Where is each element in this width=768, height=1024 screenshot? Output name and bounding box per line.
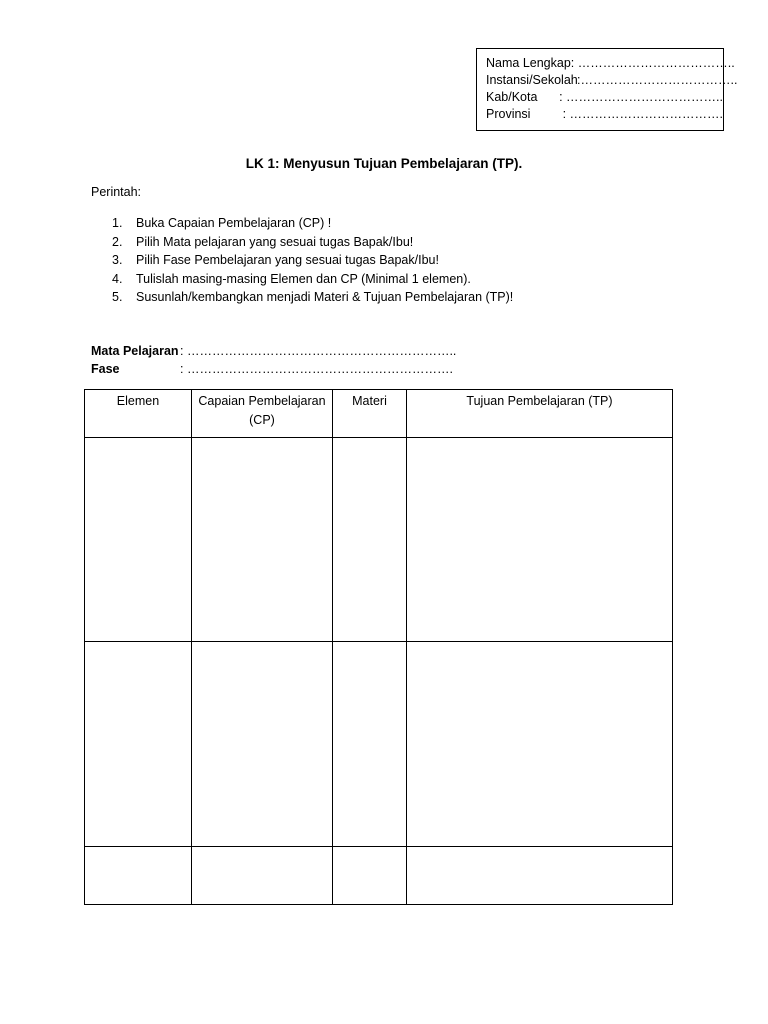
phase-value: : ……………………………………………………….	[180, 361, 453, 376]
list-item-text: Pilih Fase Pembelajaran yang sesuai tugas Bapak/Ibu!	[136, 253, 439, 267]
list-item-number: 1.	[112, 216, 123, 230]
list-item	[112, 270, 513, 289]
list-item-text: Pilih Mata pelajaran yang sesuai tugas Bapak/Ibu!	[136, 234, 414, 249]
table-header-row	[85, 390, 673, 438]
table-cell[interactable]	[333, 847, 407, 905]
table-cell[interactable]	[407, 642, 673, 847]
page-title: LK 1: Menyusun Tujuan Pembelajaran (TP).	[245, 156, 523, 171]
table-cell[interactable]	[85, 438, 192, 642]
table-cell[interactable]	[85, 847, 192, 905]
header-tujuan: Tujuan Pembelajaran (TP)	[407, 390, 673, 438]
identity-label: Provinsi	[486, 107, 531, 121]
identity-row-name	[486, 55, 735, 72]
header-capaian: Capaian Pembelajaran (CP)	[192, 390, 333, 438]
list-item	[112, 233, 513, 252]
list-item-number: 3.	[112, 253, 123, 267]
identity-row-province	[486, 106, 723, 123]
list-item	[112, 288, 513, 307]
identity-label: Nama Lengkap	[486, 56, 571, 70]
header-elemen: Elemen	[85, 390, 192, 438]
identity-value: : ……………………………….	[562, 107, 723, 121]
subject-info	[91, 343, 456, 378]
table-cell[interactable]	[192, 642, 333, 847]
identity-label: Kab/Kota	[486, 90, 538, 104]
instructions-list	[112, 214, 513, 307]
list-item	[112, 251, 513, 270]
subject-label: Mata Pelajaran	[91, 344, 179, 358]
worksheet-table	[84, 389, 673, 905]
subject-row	[91, 343, 456, 361]
phase-row	[91, 361, 456, 379]
table-cell[interactable]	[85, 642, 192, 847]
identity-value: :………………………………..	[577, 73, 738, 87]
table-cell[interactable]	[192, 438, 333, 642]
table-row	[85, 642, 673, 847]
list-item-number: 2.	[112, 234, 123, 249]
identity-label: Instansi/Sekolah	[486, 73, 578, 87]
identity-row-school	[486, 72, 738, 89]
table-cell[interactable]	[407, 847, 673, 905]
table-cell[interactable]	[407, 438, 673, 642]
subject-value: : ………………………………………………………..	[180, 344, 457, 358]
table-cell[interactable]	[333, 438, 407, 642]
table-row	[85, 847, 673, 905]
table-cell[interactable]	[333, 642, 407, 847]
table-row	[85, 438, 673, 642]
identity-value: : ………………………………..	[559, 90, 723, 104]
list-item-number: 4.	[112, 271, 123, 286]
header-materi: Materi	[333, 390, 407, 438]
list-item-text: Susunlah/kembangkan menjadi Materi & Tujuan Pembelajaran (TP)!	[136, 290, 514, 304]
list-item	[112, 214, 513, 233]
list-item-text: Buka Capaian Pembelajaran (CP) !	[136, 216, 332, 230]
list-item-number: 5.	[112, 290, 123, 304]
identity-box	[476, 48, 738, 131]
identity-row-city	[486, 89, 723, 106]
instructions-label: Perintah:	[91, 185, 142, 199]
table-cell[interactable]	[192, 847, 333, 905]
phase-label: Fase	[91, 361, 120, 376]
identity-value: : ………………………………..	[570, 56, 735, 70]
list-item-text: Tulislah masing-masing Elemen dan CP (Minimal 1 elemen).	[136, 271, 471, 286]
